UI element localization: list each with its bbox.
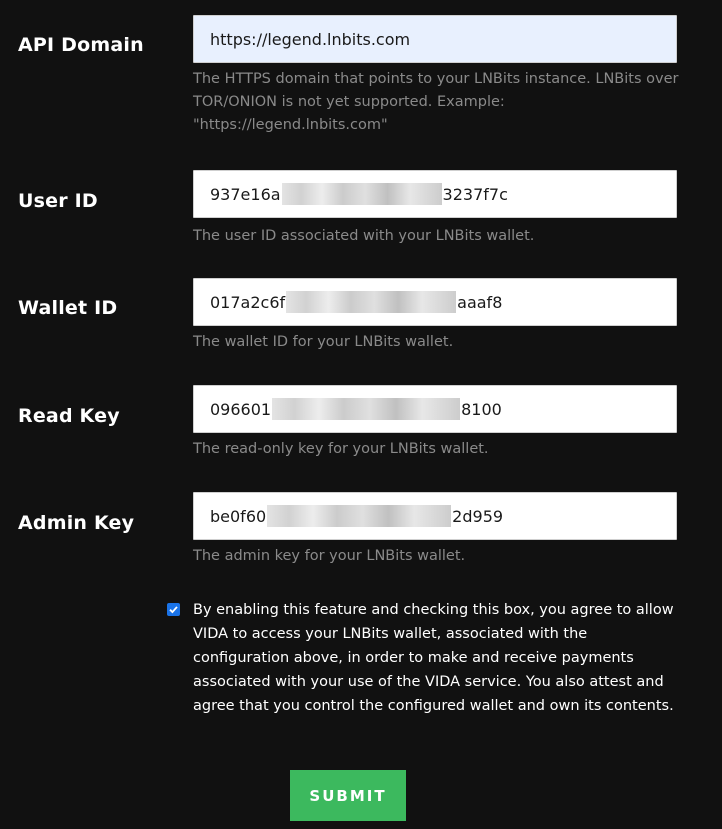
consent-text: By enabling this feature and checking this box, you agree to allow VIDA to access your LNBits wallet, associated with the configuration above, in order to make and receive payments associated with your use of the VIDA service. You also attest and agree that you control the configured wallet and own its contents. bbox=[193, 602, 674, 714]
wallet-id-value-start: 017a2c6f bbox=[210, 292, 286, 312]
checkmark-icon bbox=[168, 604, 179, 615]
read-key-label: Read Key bbox=[18, 405, 120, 427]
admin-key-value-start: be0f60 bbox=[210, 506, 267, 526]
user-id-value-start: 937e16a bbox=[210, 184, 281, 204]
admin-key-label: Admin Key bbox=[18, 512, 135, 534]
read-key-input[interactable] bbox=[193, 385, 677, 433]
read-key-help: The read-only key for your LNBits wallet. bbox=[193, 441, 489, 457]
redacted-block bbox=[286, 291, 456, 313]
admin-key-value-end: 2d959 bbox=[452, 506, 504, 526]
api-domain-help: The HTTPS domain that points to your LNBits instance. LNBits over TOR/ONION is not yet supported. Example: "https://legend.lnbits.com" bbox=[193, 71, 679, 133]
user-id-input[interactable] bbox=[193, 170, 677, 218]
api-domain-input[interactable] bbox=[193, 15, 677, 63]
admin-key-help: The admin key for your LNBits wallet. bbox=[193, 548, 466, 564]
wallet-id-label: Wallet ID bbox=[18, 297, 118, 319]
redacted-block bbox=[282, 183, 442, 205]
user-id-value-end: 3237f7c bbox=[442, 184, 508, 204]
user-id-help: The user ID associated with your LNBits wallet. bbox=[193, 228, 535, 244]
read-key-value-end: 8100 bbox=[461, 399, 502, 419]
redacted-block bbox=[267, 505, 451, 527]
api-domain-label: API Domain bbox=[18, 34, 144, 56]
admin-key-input[interactable] bbox=[193, 492, 677, 540]
redacted-block bbox=[272, 398, 460, 420]
user-id-label: User ID bbox=[18, 190, 98, 212]
consent-checkbox[interactable] bbox=[167, 603, 180, 616]
wallet-id-input[interactable] bbox=[193, 278, 677, 326]
wallet-id-help: The wallet ID for your LNBits wallet. bbox=[193, 334, 454, 350]
read-key-value-start: 096601 bbox=[210, 399, 272, 419]
wallet-id-value-end: aaaf8 bbox=[457, 292, 503, 312]
submit-button[interactable]: SUBMIT bbox=[290, 770, 406, 821]
